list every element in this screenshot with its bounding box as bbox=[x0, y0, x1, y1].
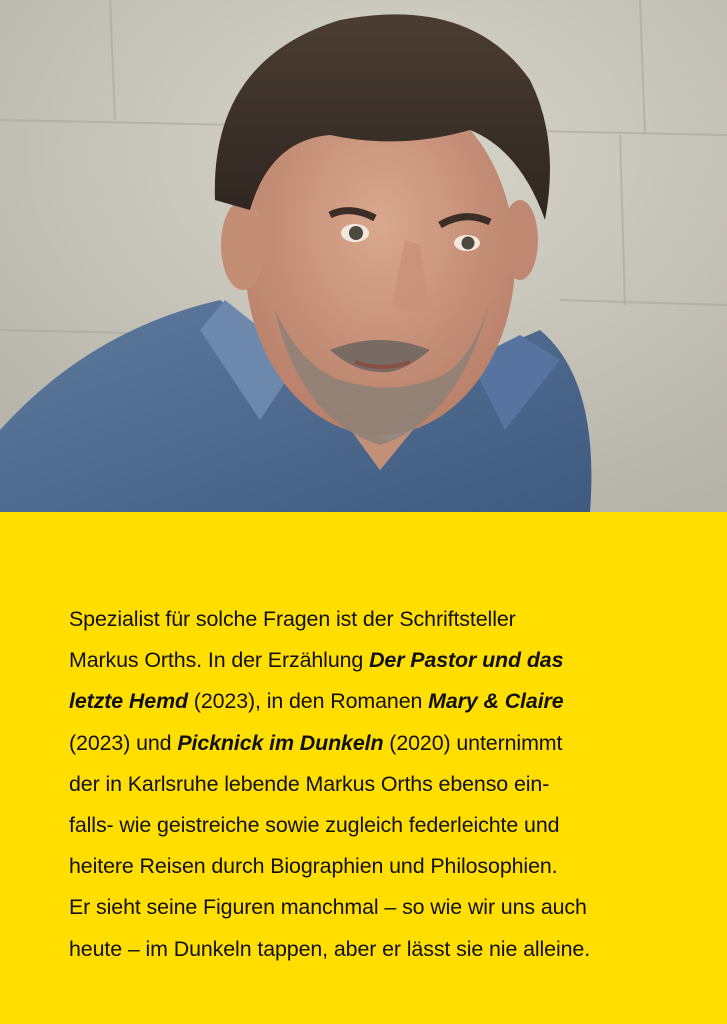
text-line-2: Markus Orths. In der Erzählung Der Pastor und das bbox=[69, 648, 564, 673]
text-line-9: heute – im Dunkeln tappen, aber er lässt sie nie alleine. bbox=[69, 936, 591, 961]
book-title: Der Pastor und das bbox=[369, 648, 564, 673]
text-panel bbox=[0, 512, 727, 1024]
book-title: letzte Hemd bbox=[69, 689, 188, 714]
book-title: Mary & Claire bbox=[428, 689, 564, 714]
text-line-4: (2023) und Picknick im Dunkeln (2020) unternimmt bbox=[69, 730, 563, 755]
book-title: Picknick im Dunkeln bbox=[177, 730, 384, 755]
text-line-7: heitere Reisen durch Biographien und Philosophien. bbox=[69, 854, 558, 879]
text-line-5: der in Karlsruhe lebende Markus Orths ebenso ein- bbox=[69, 771, 550, 796]
text-line-8: Er sieht seine Figuren manchmal – so wie wir uns auch bbox=[69, 895, 587, 920]
author-description bbox=[69, 599, 669, 970]
text-line-1: Spezialist für solche Fragen ist der Schriftsteller bbox=[69, 607, 516, 631]
text-line-3: letzte Hemd (2023), in den Romanen Mary & Claire bbox=[69, 689, 564, 714]
text-line-6: falls- wie geistreiche sowie zugleich federleichte und bbox=[69, 813, 560, 838]
